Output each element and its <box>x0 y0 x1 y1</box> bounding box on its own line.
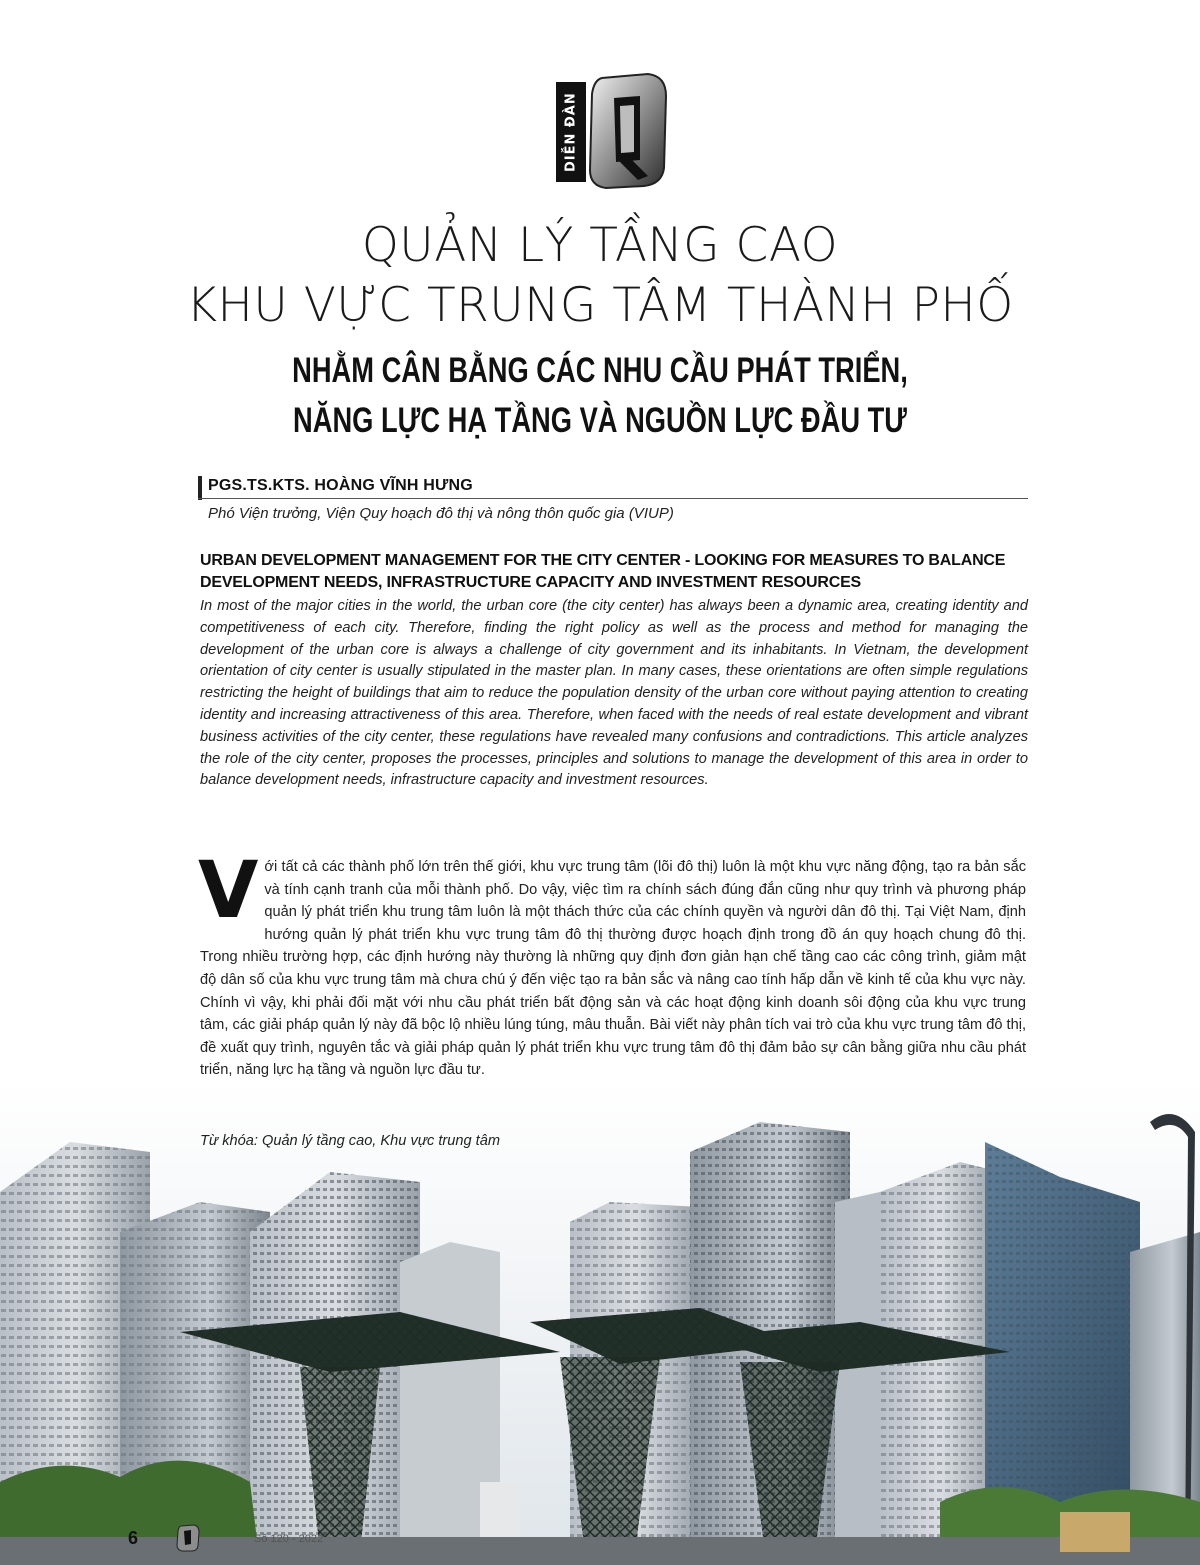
q-monogram-icon <box>176 1524 200 1552</box>
author-marker <box>198 476 202 500</box>
q-monogram-icon <box>586 72 670 190</box>
author-name: PGS.TS.KTS. HOÀNG VĨNH HƯNG <box>208 477 473 494</box>
subtitle-line-1: NHẰM CÂN BẰNG CÁC NHU CẦU PHÁT TRIỂN, <box>292 351 908 390</box>
city-towers-photo <box>0 1082 1200 1565</box>
section-logo <box>556 72 666 190</box>
keywords: Từ khóa: Quản lý tầng cao, Khu vực trung tâm <box>200 1133 500 1149</box>
issue-label: Số 120 - 2022 <box>254 1533 324 1545</box>
title-line-2: KHU VỰC TRUNG TÂM THÀNH PHỐ <box>186 278 1014 333</box>
intro-paragraph <box>198 846 1026 1082</box>
subtitle-line-2: NĂNG LỰC HẠ TẦNG VÀ NGUỒN LỰC ĐẦU TƯ <box>293 401 907 440</box>
article-title <box>0 216 1200 336</box>
intro-text: ới tất cả các thành phố lớn trên thế giới, khu vực trung tâm (lõi đô thị) luôn là một khu vực năng động, tạo ra bản sắc và tính cạnh tranh của mỗi thành phố. Do vậy, việc tìm ra chính sách đúng đắn cũng như quy trình và phương pháp quản lý phát triển khu trung tâm luôn là một thách thức của các chính quyền và người dân đô thị. Tại Việt Nam, định hướng quản lý phát triển khu vực trung tâm đô thị thường được hoạch định trong đồ án quy hoạch chung đô thị. Trong nhiều trường hợp, các định hướng này thường là những quy định đơn giản hạn chế tầng cao các công trình, giảm mật độ dân số của khu vực trung tâm mà chưa chú ý đến việc tạo ra bản sắc và nâng cao tính hấp dẫn về kinh tế của khu vực này. Chính vì vậy, khi phải đối mặt với nhu cầu phát triển bất động sản và các hoạt động kinh doanh sôi động của khu vực trung tâm, các giải pháp quản lý này đã bộc lộ nhiều lúng túng, mâu thuẫn. Bài viết này phân tích vai trò của khu vực trung tâm đô thị, đề xuất quy trình, nguyên tắc và giải pháp quản lý phát triển khu vực trung tâm đô thị đảm bảo sự cân bằng giữa nhu cầu phát triển, năng lực hạ tầng và nguồn lực đầu tư. <box>200 859 1026 1079</box>
section-label: DIỄN ĐÀN <box>563 92 579 172</box>
drop-cap: V <box>198 846 259 936</box>
abstract-body: In most of the major cities in the world, the urban core (the city center) has always been a dynamic area, creating identity and competitiveness of each city. Therefore, finding the right policy as well as the process and method for managing the development of the urban core is always a challenge of city government and its inhabitants. In Vietnam, the development orientation of city center is usually stipulated in the master plan. In many cases, these orientations are often simple regulations restricting the height of buildings that aim to reduce the population density of the urban core without paying attention to creating identity and increasing attractiveness of this area. Therefore, when faced with the needs of real estate development and vibrant business activities of the city center, these regulations have revealed many confusions and contradictions. This article analyzes the role of the city center, proposes the processes, principles and solutions to manage the development of this area in order to balance development needs, infrastructure capacity and investment resources. <box>200 598 1028 789</box>
page-number: 6 <box>128 1528 139 1548</box>
author-divider <box>198 498 1028 499</box>
article-subtitle <box>132 346 1068 446</box>
title-line-1: QUẢN LÝ TẦNG CAO <box>361 218 839 273</box>
abstract-heading: URBAN DEVELOPMENT MANAGEMENT FOR THE CITY CENTER - LOOKING FOR MEASURES TO BALANCE DEVELOPMENT NEEDS, INFRASTRUCTURE CAPACITY AND INVESTMENT RESOURCES <box>200 552 1006 591</box>
author-affiliation: Phó Viện trưởng, Viện Quy hoạch đô thị và nông thôn quốc gia (VIUP) <box>208 505 674 522</box>
